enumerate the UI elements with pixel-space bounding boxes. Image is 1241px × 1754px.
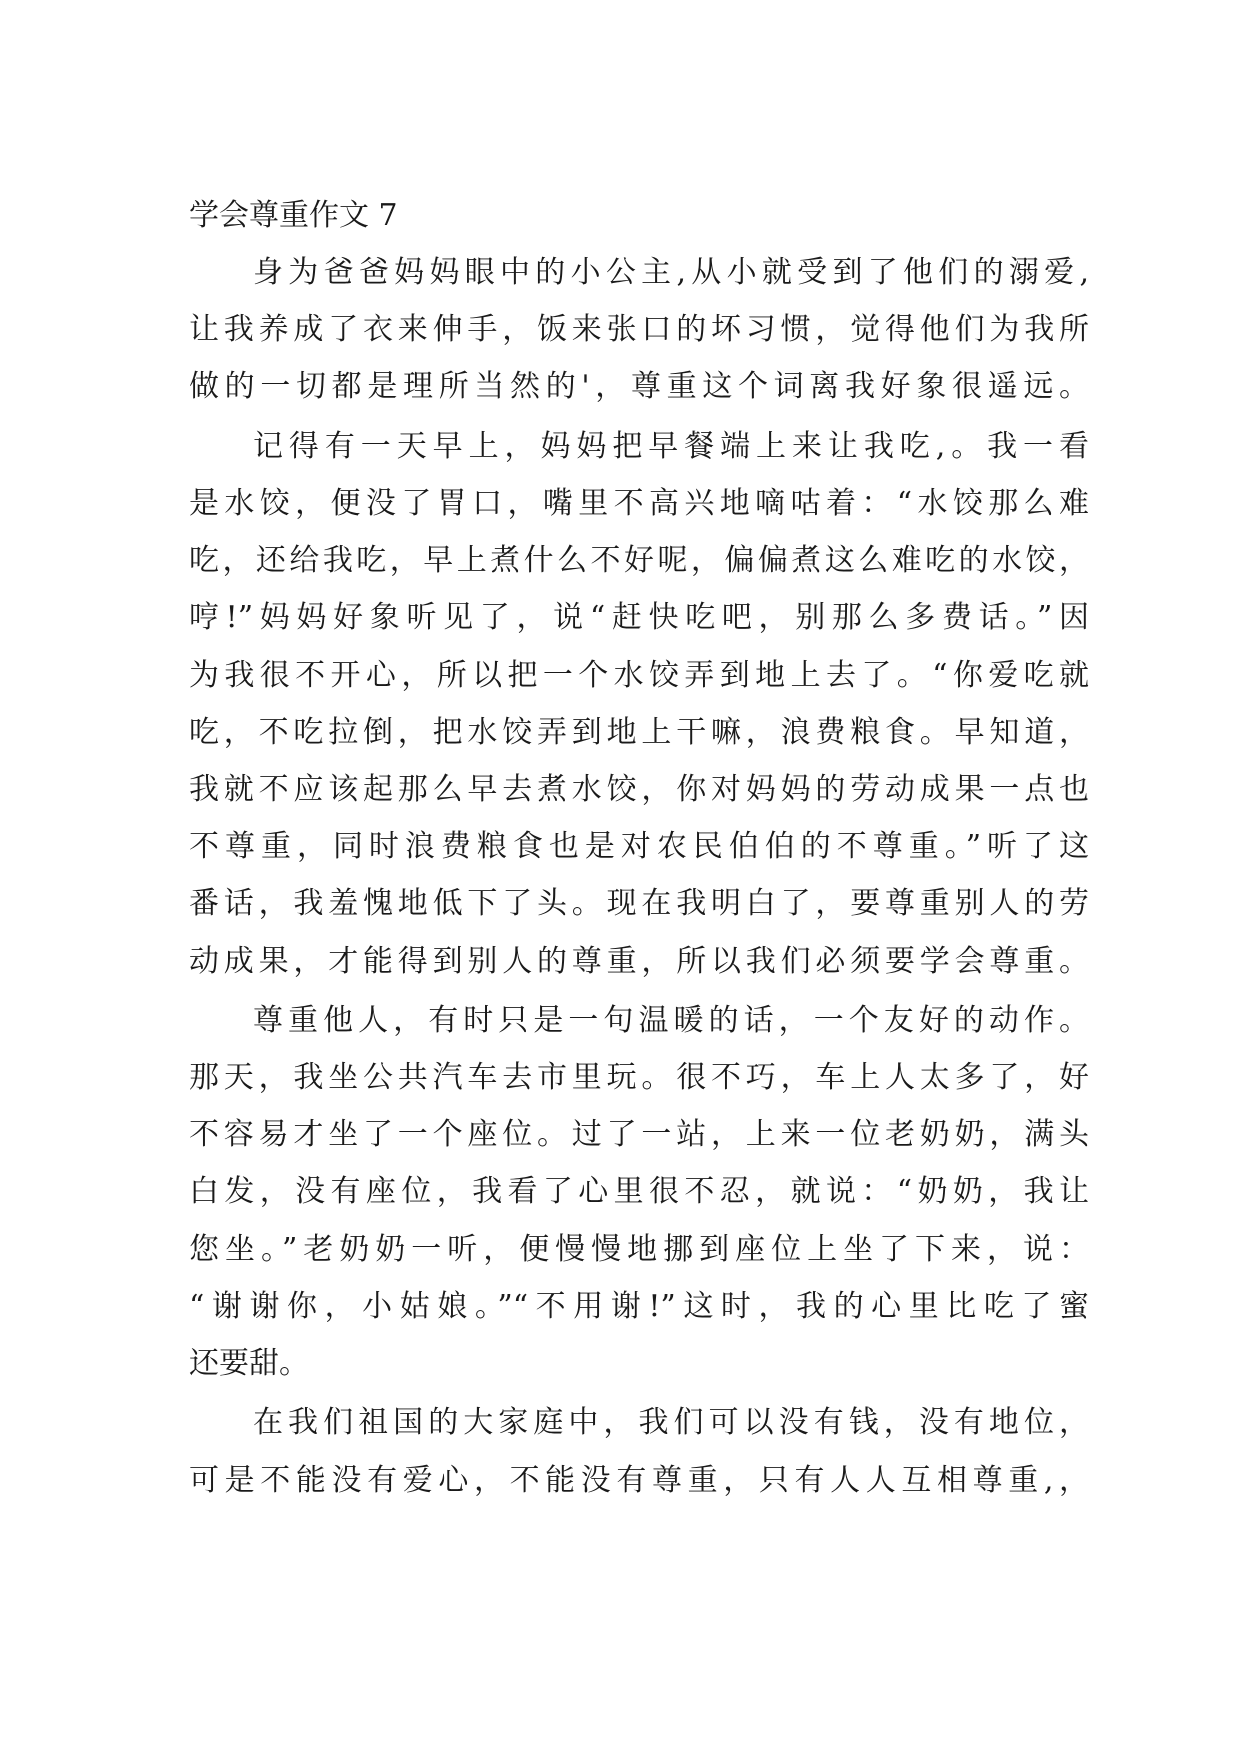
text-line: 还要甜。 xyxy=(189,1346,309,1381)
text-line: 动成果，才能得到别人的尊重，所以我们必须要学会尊重。 xyxy=(189,944,1089,979)
text-line: 哼!”妈妈好象听见了，说“赶快吃吧，别那么多费话。”因 xyxy=(189,600,1089,635)
text-line: 身为爸爸妈妈眼中的小公主,从小就受到了他们的溺爱, xyxy=(253,255,1089,290)
text-line: “谢谢你，小姑娘。”“不用谢!”这时，我的心里比吃了蜜 xyxy=(189,1289,1089,1324)
text-line: 吃，还给我吃，早上煮什么不好呢，偏偏煮这么难吃的水饺， xyxy=(189,543,1089,578)
text-line: 不尊重，同时浪费粮食也是对农民伯伯的不尊重。”听了这 xyxy=(189,829,1089,864)
text-line: 为我很不开心，所以把一个水饺弄到地上去了。“你爱吃就 xyxy=(189,658,1089,693)
text-line: 尊重他人，有时只是一句温暖的话，一个友好的动作。 xyxy=(253,1003,1089,1038)
document-title: 学会尊重作文 7 xyxy=(189,198,398,233)
text-line: 做的一切都是理所当然的'，尊重这个词离我好象很遥远。 xyxy=(189,369,1089,404)
text-line: 可是不能没有爱心，不能没有尊重，只有人人互相尊重,， xyxy=(189,1463,1089,1498)
text-line: 在我们祖国的大家庭中，我们可以没有钱，没有地位， xyxy=(253,1405,1089,1440)
text-line: 那天，我坐公共汽车去市里玩。很不巧，车上人太多了，好 xyxy=(189,1060,1089,1095)
text-line: 我就不应该起那么早去煮水饺，你对妈妈的劳动成果一点也 xyxy=(189,772,1089,807)
text-line: 白发，没有座位，我看了心里很不忍，就说：“奶奶，我让 xyxy=(189,1174,1089,1209)
text-line: 让我养成了衣来伸手，饭来张口的坏习惯，觉得他们为我所 xyxy=(189,312,1089,347)
text-line: 番话，我羞愧地低下了头。现在我明白了，要尊重别人的劳 xyxy=(189,886,1089,921)
text-line: 您坐。”老奶奶一听，便慢慢地挪到座位上坐了下来，说： xyxy=(189,1232,1089,1267)
text-line: 是水饺，便没了胃口，嘴里不高兴地嘀咕着：“水饺那么难 xyxy=(189,486,1089,521)
text-line: 记得有一天早上，妈妈把早餐端上来让我吃,。我一看 xyxy=(253,429,1089,464)
text-line: 吃，不吃拉倒，把水饺弄到地上干嘛，浪费粮食。早知道， xyxy=(189,715,1089,750)
text-line: 不容易才坐了一个座位。过了一站，上来一位老奶奶，满头 xyxy=(189,1117,1089,1152)
